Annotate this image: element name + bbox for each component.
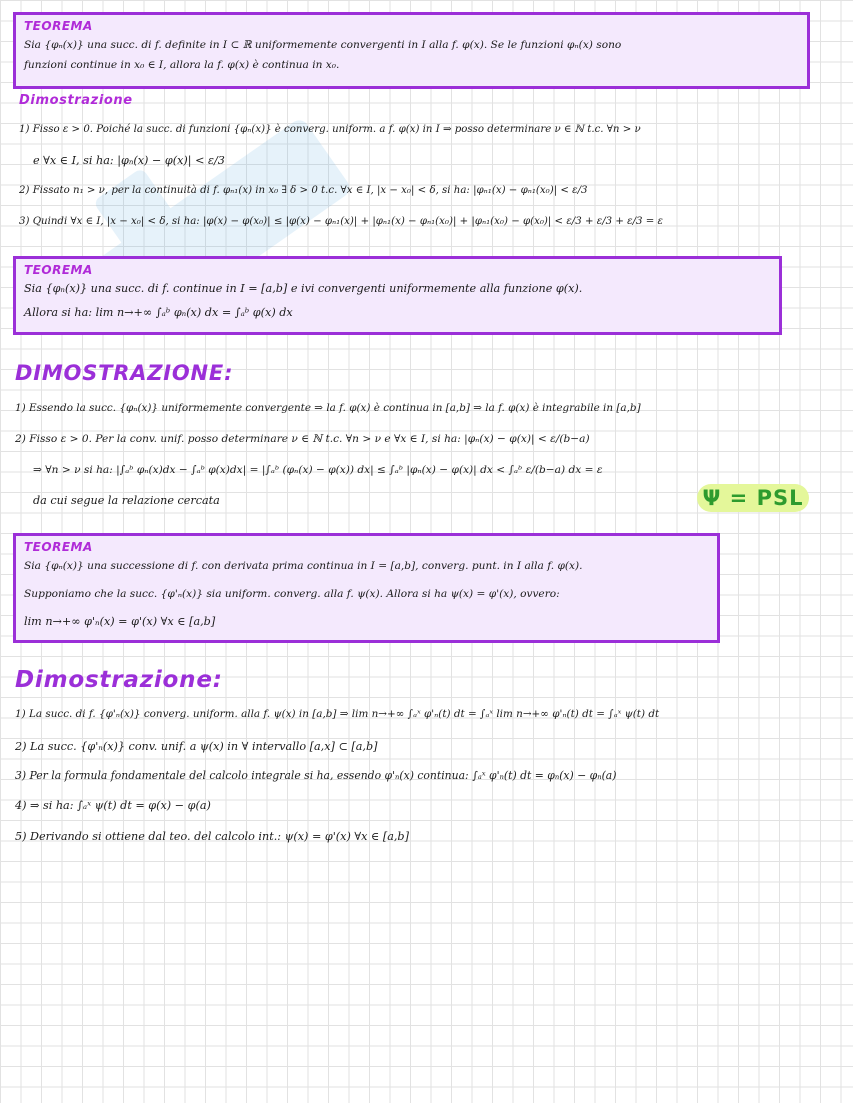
proof-heading: Dimostrazione xyxy=(19,93,133,108)
proof-line: 2) Fisso ε > 0. Per la conv. unif. posso determinare ν ∈ ℕ t.c. ∀n > ν e ∀x ∈ I, si ha: |φₙ(x) − φ(x)| < ε/(b−a) xyxy=(15,433,590,445)
theorem-text: Sia {φₙ(x)} una succ. di f. definite in I ⊂ ℝ uniformemente convergenti in I alla f. φ(x). Se le funzioni φₙ(x) sono xyxy=(24,39,622,51)
theorem-text: Allora si ha: lim n→+∞ ∫ₐᵇ φₙ(x) dx = ∫ₐᵇ φ(x) dx xyxy=(24,306,293,319)
proof-line: 2) La succ. {φ'ₙ(x)} conv. unif. a ψ(x) in ∀ intervallo [a,x] ⊂ [a,b] xyxy=(15,740,378,753)
theorem-title: TEOREMA xyxy=(24,19,93,33)
proof-line: da cui segue la relazione cercata xyxy=(33,494,220,507)
proof-line: 3) Per la formula fondamentale del calcolo integrale si ha, essendo φ'ₙ(x) continua: ∫ₐˣ φ'ₙ(t) dt = φₙ(x) − φₙ(a) xyxy=(15,769,617,782)
psl-badge: Ψ = PSL xyxy=(697,484,809,512)
theorem-text: Sia {φₙ(x)} una succ. di f. continue in I = [a,b] e ivi convergenti uniformemente alla funzione φ(x). xyxy=(24,282,583,295)
theorem-box-1 xyxy=(13,12,810,89)
theorem-text: funzioni continue in x₀ ∈ I, allora la f. φ(x) è continua in x₀. xyxy=(24,59,340,71)
proof-line: 2) Fissato n₁ > ν, per la continuità di f. φₙ₁(x) in x₀ ∃ δ > 0 t.c. ∀x ∈ I, |x − x₀| < δ, si ha: |φₙ₁(x) − φₙ₁(x₀)| < ε/3 xyxy=(19,185,588,196)
theorem-text: Sia {φₙ(x)} una successione di f. con derivata prima continua in I = [a,b], converg. punt. in I alla f. φ(x). xyxy=(24,560,583,572)
proof-line: 4) ⇒ si ha: ∫ₐˣ ψ(t) dt = φ(x) − φ(a) xyxy=(15,799,211,812)
theorem-box-3 xyxy=(13,533,720,643)
proof-line: 5) Derivando si ottiene dal teo. del calcolo int.: ψ(x) = φ'(x) ∀x ∈ [a,b] xyxy=(15,830,409,843)
proof-line: e ∀x ∈ I, si ha: |φₙ(x) − φ(x)| < ε/3 xyxy=(33,154,225,167)
theorem-text: lim n→+∞ φ'ₙ(x) = φ'(x) ∀x ∈ [a,b] xyxy=(24,615,216,628)
proof-line: 3) Quindi ∀x ∈ I, |x − x₀| < δ, si ha: |φ(x) − φ(x₀)| ≤ |φ(x) − φₙ₁(x)| + |φₙ₁(x) − φₙ₁(x₀)| + |φₙ₁(x₀) − φ(x₀)| < ε/3 + ε/3 + ε/3 = ε xyxy=(19,216,663,227)
theorem-box-2 xyxy=(13,256,782,335)
theorem-text: Supponiamo che la succ. {φ'ₙ(x)} sia uniform. converg. alla f. ψ(x). Allora si ha ψ(x) = φ'(x), ovvero: xyxy=(24,588,560,600)
proof-line: 1) Fisso ε > 0. Poiché la succ. di funzioni {φₙ(x)} è converg. uniform. a f. φ(x) in I ⇒ posso determinare ν ∈ ℕ t.c. ∀n > ν xyxy=(19,124,641,135)
proof-line: 1) La succ. di f. {φ'ₙ(x)} converg. uniform. alla f. ψ(x) in [a,b] ⇒ lim n→+∞ ∫ₐˣ φ'ₙ(t) dt = ∫ₐˣ lim n→+∞ φ'ₙ(t) dt = ∫ₐˣ ψ(t) dt xyxy=(15,708,660,720)
proof-heading: Dimostrazione: xyxy=(15,667,223,693)
proof-line: 1) Essendo la succ. {φₙ(x)} uniformemente convergente ⇒ la f. φ(x) è continua in [a,b] ⇒ la f. φ(x) è integrabile in [a,b] xyxy=(15,402,641,414)
theorem-title: TEOREMA xyxy=(24,263,93,277)
theorem-title: TEOREMA xyxy=(24,540,93,554)
proof-line: ⇒ ∀n > ν si ha: |∫ₐᵇ φₙ(x)dx − ∫ₐᵇ φ(x)dx| = |∫ₐᵇ (φₙ(x) − φ(x)) dx| ≤ ∫ₐᵇ |φₙ(x) − φ(x)| dx < ∫ₐᵇ ε/(b−a) dx = ε xyxy=(33,464,603,476)
proof-heading: DIMOSTRAZIONE: xyxy=(15,361,234,385)
